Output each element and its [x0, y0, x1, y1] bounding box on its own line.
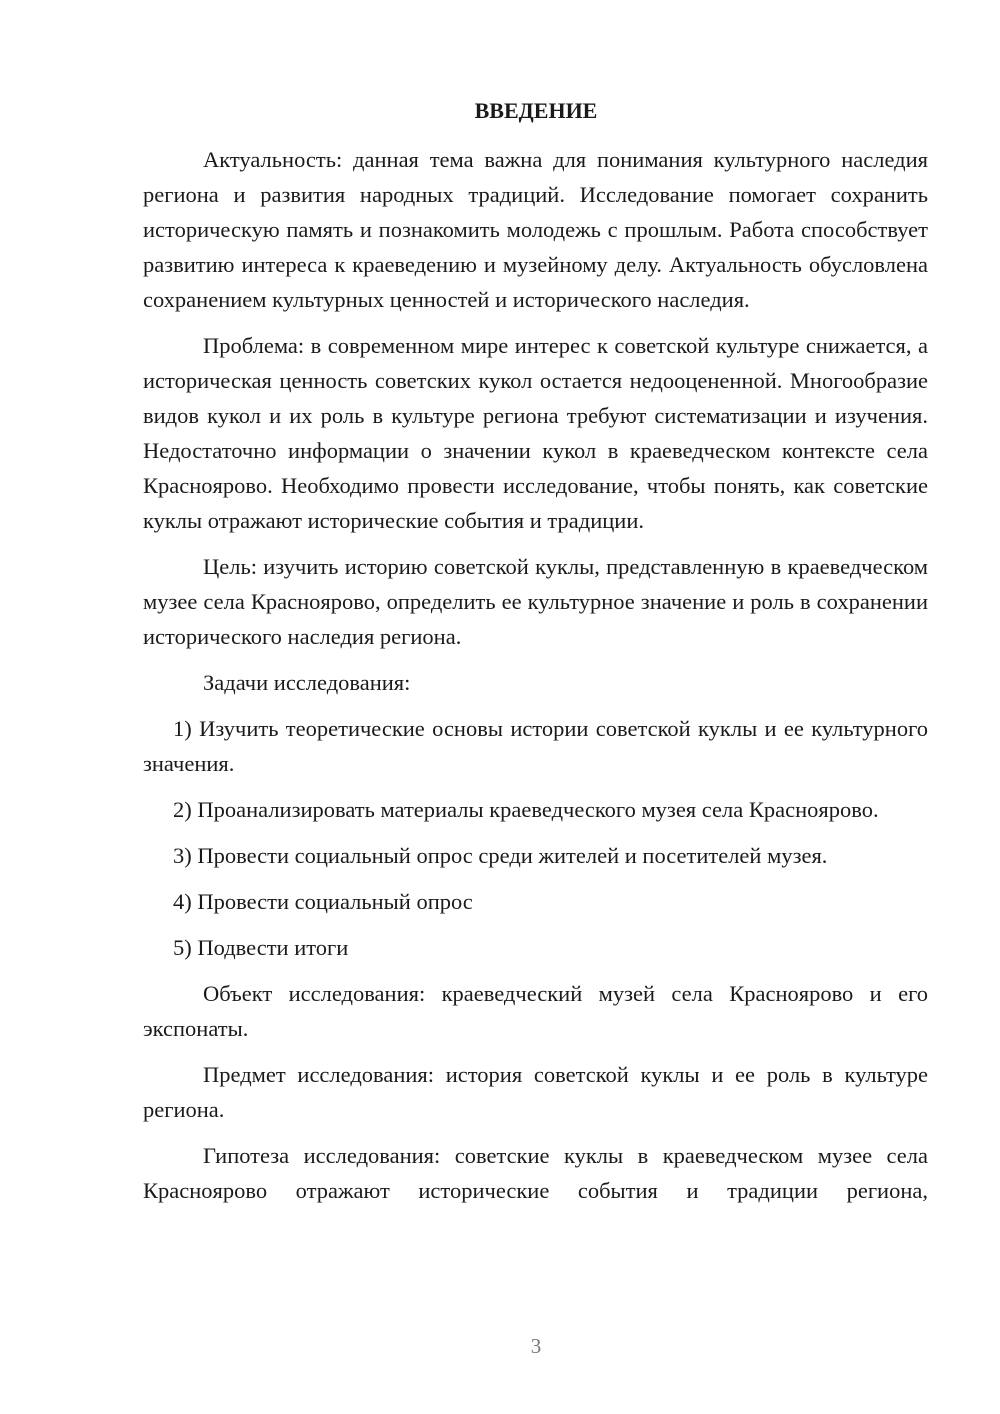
task-item-4: 4) Провести социальный опрос: [173, 889, 473, 914]
paragraph-object: Объект исследования: краеведческий музей села Краснoярово и его экспонаты.: [143, 981, 928, 1041]
paragraph-relevance: Актуальность: данная тема важна для понимания культурного наследия региона и развития народных традиций. Исследование помогает сохранить историческую память и познакомить молодежь с прошлым. Работа способствует развитию интереса к краеведению и музейному делу. Актуальность обусловлена сохранением культурных ценностей и исторического наследия.: [143, 147, 928, 312]
task-item-1: 1) Изучить теоретические основы истории советской куклы и ее культурного значения.: [143, 716, 928, 776]
body-text: [143, 142, 928, 1219]
task-item-3: 3) Провести социальный опрос среди жителей и посетителей музея.: [173, 843, 828, 868]
section-title: ВВЕДЕНИЕ: [474, 98, 598, 123]
paragraph-goal: Цель: изучить историю советской куклы, представленную в краеведческом музее села Краснoярово, определить ее культурное значение и роль в сохранении исторического наследия региона.: [143, 554, 928, 649]
task-item-5: 5) Подвести итоги: [173, 935, 349, 960]
paragraph-tasks-heading: Задачи исследования:: [203, 670, 411, 695]
paragraph-problem: Проблема: в современном мире интерес к советской культуре снижается, а историческая ценность советских кукол остается недооцененной. Многообразие видов кукол и их роль в культуре региона требуют систематизации и изучения. Недостаточно информации о значении кукол в краеведческом контексте села Краснoярово. Необходимо провести исследование, чтобы понять, как советские куклы отражают исторические события и традиции.: [143, 333, 928, 533]
paragraph-subject: Предмет исследования: история советской куклы и ее роль в культуре региона.: [143, 1062, 928, 1122]
task-item-2: 2) Проанализировать материалы краеведческого музея села Краснoярово.: [173, 797, 879, 822]
paragraph-hypothesis: Гипотеза исследования: советские куклы в краеведческом музее села Краснoярово отражают исторические события и традиции региона,: [143, 1143, 928, 1203]
page-number: 3: [530, 1334, 542, 1358]
